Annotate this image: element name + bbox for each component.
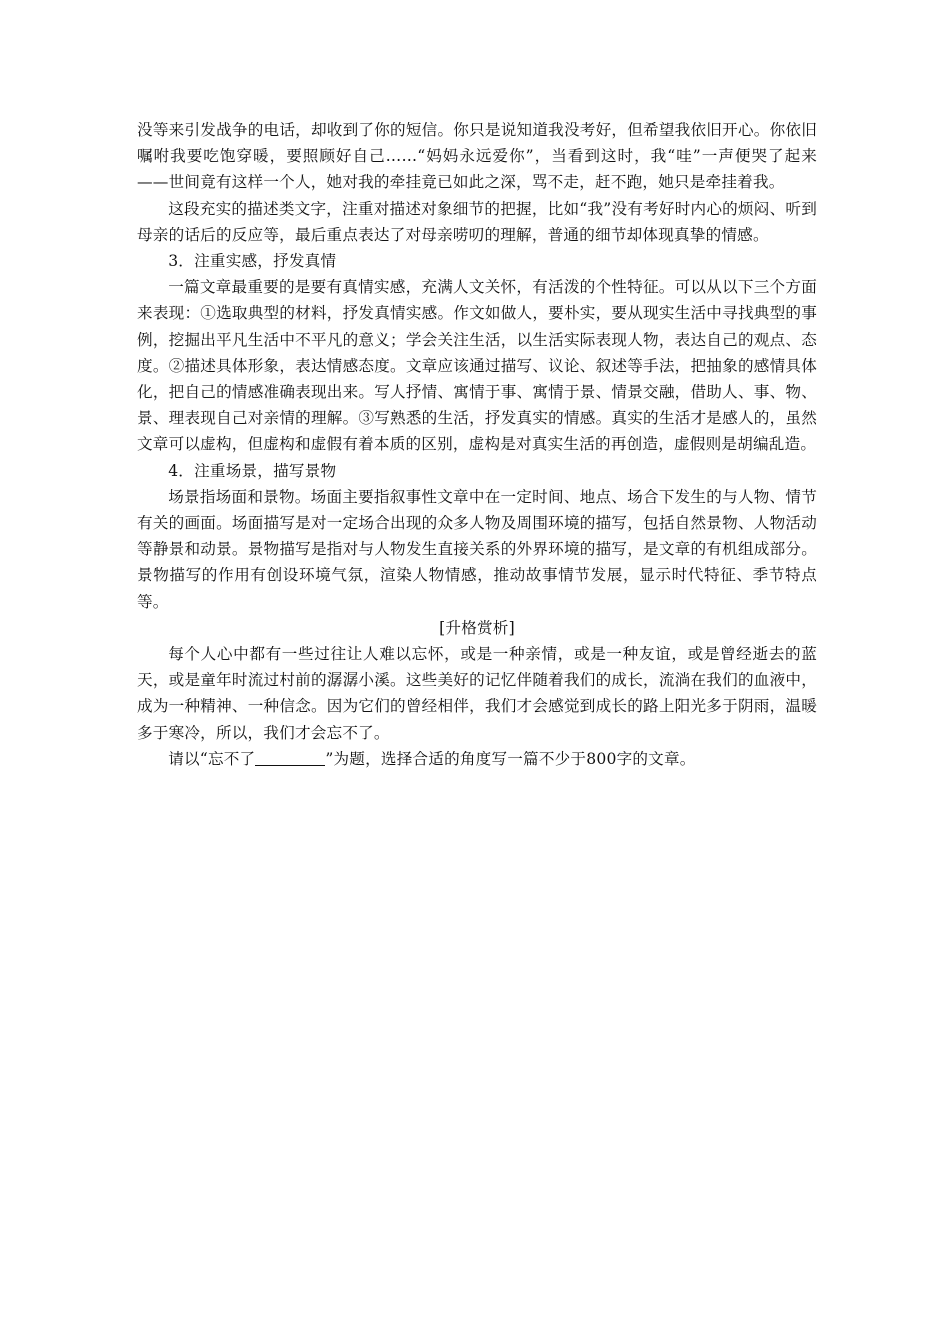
document-page <box>137 117 817 772</box>
paragraph-true-feelings: 一篇文章最重要的是要有真情实感，充满人文关怀，有活泼的个性特征。可以从以下三个方面来表现：①选取典型的材料，抒发真情实感。作文如做人，要朴实，要从现实生活中寻找典型的事例，挖掘出平凡生活中不平凡的意义；学会关注生活，以生活实际表现人物，表达自己的观点、态度。②描述具体形象，表达情感态度。文章应该通过描写、议论、叙述等手法，把抽象的感情具体化，把自己的情感准确表现出来。写人抒情、寓情于事、寓情于景、情景交融，借助人、事、物、景、理表现自己对亲情的理解。③写熟悉的生活，抒发真实的情感。真实的生活才是感人的，虽然文章可以虚构，但虚构和虚假有着本质的区别，虚构是对真实生活的再创造，虚假则是胡编乱造。 <box>137 278 817 454</box>
paragraph-story-excerpt: 没等来引发战争的电话，却收到了你的短信。你只是说知道我没考好，但希望我依旧开心。你依旧嘱咐我要吃饱穿暖，要照顾好自己……“妈妈永远爱你”，当看到这时，我“哇”一声便哭了起来——世间竟有这样一个人，她对我的牵挂竟已如此之深，骂不走，赶不跑，她只是牵挂着我。 <box>137 121 817 192</box>
section-heading-3: 3．注重实感，抒发真情 <box>168 252 337 271</box>
section-heading-4: 4．注重场景，描写景物 <box>168 461 337 480</box>
prompt-after: ”为题，选择合适的角度写一篇不少于800字的文章。 <box>325 749 696 768</box>
paragraph-memories: 每个人心中都有一些过往让人难以忘怀，或是一种亲情，或是一种友谊，或是曾经逝去的蓝天，或是童年时流过村前的潺潺小溪。这些美好的记忆伴随着我们的成长，流淌在我们的血液中，成为一种精神、一种信念。因为它们的曾经相伴，我们才会感觉到成长的路上阳光多于阴雨，温暖多于寒冷，所以，我们才会忘不了。 <box>137 645 817 742</box>
writing-prompt <box>137 746 817 772</box>
paragraph-analysis: 这段充实的描述类文字，注重对描述对象细节的把握，比如“我”没有考好时内心的烦闷、听到母亲的话后的反应等，最后重点表达了对母亲唠叨的理解，普通的细节却体现真挚的情感。 <box>137 199 817 244</box>
prompt-before: 请以“忘不了 <box>168 749 256 768</box>
fill-in-blank <box>255 749 325 766</box>
paragraph-scenes: 场景指场面和景物。场面主要指叙事性文章中在一定时间、地点、场合下发生的与人物、情节有关的画面。场面描写是对一定场合出现的众多人物及周围环境的描写，包括自然景物、人物活动等静景和动景。景物描写是指对与人物发生直接关系的外界环境的描写，是文章的有机组成部分。景物描写的作用有创设环境气氛，渲染人物情感，推动故事情节发展，显示时代特征、季节特点等。 <box>137 487 817 611</box>
section-title-upgrade: [升格赏析] <box>439 618 515 637</box>
